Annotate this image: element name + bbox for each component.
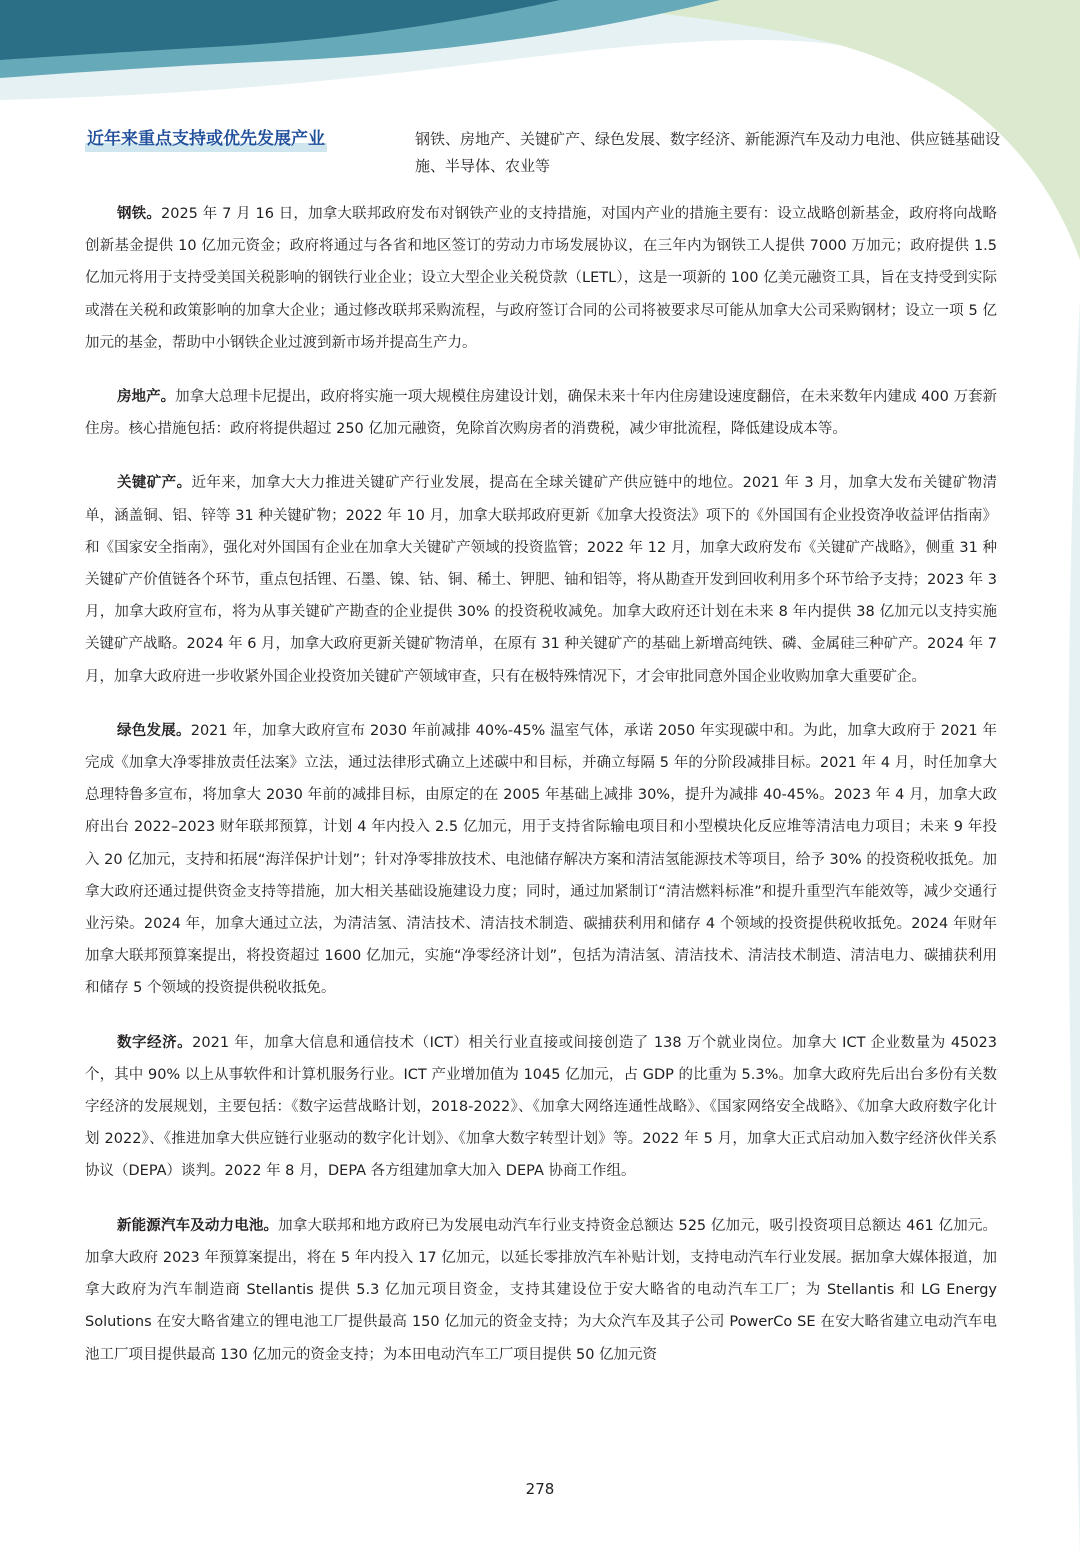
paragraph-text: 2021 年，加拿大政府宣布 2030 年前减排 40%-45% 温室气体，承诺 2050 年实现碳中和。为此，加拿大政府于 2021 年完成《加拿大净零排放责任法案》立法，通过法律形式确立上述碳中和目标，并确立每隔 5 年的分阶段减排目标。2021 年 4 月，时任加拿大总理特鲁多宣布，将加拿大 2030 年前的减排目标，由原定的在 2005 年基础上减排 30%，提升为减排 40-45%。2023 年 4 月，加拿大政府出台 2022–2023 财年联邦预算，计划 4 年内投入 2.5 亿加元，用于支持省际输电项目和小型模块化反应堆等清洁电力项目；未来 9 年投入 20 亿加元，支持和拓展“海洋保护计划”；针对净零排放技术、电池储存解决方案和清洁氢能源技术等项目，给予 30% 的投资税收抵免。加拿大政府还通过提供资金支持等措施，加大相关基础设施建设力度；同时，通过加紧制订“清洁燃料标准”和提升重型汽车能效等，减少交通行业污染。2024 年，加拿大通过立法，为清洁氢、清洁技术、清洁技术制造、碳捕获利用和储存 4 个领域的投资提供税收抵免。2024 年财年加拿大联邦预算案提出，将投资超过 1600 亿加元，实施“净零经济计划”，包括为清洁氢、清洁技术、清洁技术制造、清洁电力、碳捕获利用和储存 5 个领域的投资提供税收抵免。 xyxy=(85,722,998,997)
paragraph-text: 2025 年 7 月 16 日，加拿大联邦政府发布对钢铁产业的支持措施，对国内产业的措施主要有：设立战略创新基金，政府将向战略创新基金提供 10 亿加元资金；政府将通过与各省和地区签订的劳动力市场发展协议，在三年内为钢铁工人提供 7000 万加元；政府提供 1.5 亿加元将用于支持受美国关税影响的钢铁行业企业；设立大型企业关税贷款（LETL），这是一项新的 100 亿美元融资工具，旨在支持受到实际或潜在关税和政策影响的加拿大企业；通过修改联邦采购流程，与政府签订合同的公司将被要求尽可能从加拿大公司采购钢材；设立一项 5 亿加元的基金，帮助中小钢铁企业过渡到新市场并提高生产力。 xyxy=(85,206,998,351)
paragraph-lead: 绿色发展。 xyxy=(117,722,191,739)
paragraph-lead: 房地产。 xyxy=(117,389,176,406)
paragraph-text: 近年来，加拿大大力推进关键矿产行业发展，提高在全球关键矿产供应链中的地位。2021 年 3 月，加拿大发布关键矿物清单，涵盖铜、铝、锌等 31 种关键矿物；2022 年 10 月，加拿大联邦政府更新《加拿大投资法》项下的《外国国有企业投资净收益评估指南》和《国家安全指南》，强化对外国国有企业在加拿大关键矿产领域的投资监管；2022 年 12 月，加拿大政府发布《关键矿产战略》，侧重 31 种关键矿产价值链各个环节，重点包括锂、石墨、镍、钴、铜、稀土、钾肥、铀和铝等，将从勘查开发到回收利用多个环节给予支持；2023 年 3 月，加拿大政府宣布，将为从事关键矿产勘查的企业提供 30% 的投资税收减免。加拿大政府还计划在未来 8 年内提供 38 亿加元以支持实施关键矿产战略。2024 年 6 月，加拿大政府更新关键矿物清单，在原有 31 种关键矿产的基础上新增高纯铁、磷、金属硅三种矿产。2024 年 7 月，加拿大政府进一步收紧外国企业投资加关键矿产领域审查，只有在极特殊情况下，才会审批同意外国企业收购加拿大重要矿企。 xyxy=(85,475,998,685)
paragraph-ev-batteries xyxy=(85,1210,997,1371)
paragraph-text: 2021 年，加拿大信息和通信技术（ICT）相关行业直接或间接创造了 138 万个就业岗位。加拿大 ICT 企业数量为 45023 个，其中 90% 以上从事软件和计算机服务行业。ICT 产业增加值为 1045 亿加元，占 GDP 的比重为 5.3%。加拿大政府先后出台多份有关数字经济的发展规划，主要包括：《数字运营战略计划，2018-2022》、《加拿大网络连通性战略》、《国家网络安全战略》、《加拿大政府数字化计划 2022》、《推进加拿大供应链行业驱动的数字化计划》、《加拿大数字转型计划》等。2022 年 5 月，加拿大正式启动加入数字经济伙伴关系协议（DEPA）谈判。2022 年 8 月，DEPA 各方组建加拿大加入 DEPA 协商工作组。 xyxy=(85,1034,997,1180)
page-number: 278 xyxy=(525,1480,555,1498)
paragraph-lead: 数字经济。 xyxy=(117,1034,193,1051)
paragraph-digital-economy xyxy=(85,1027,997,1188)
paragraph-real-estate xyxy=(85,381,997,445)
paragraph-text: 加拿大总理卡尼提出，政府将实施一项大规模住房建设计划，确保未来十年内住房建设速度翻倍，在未来数年内建成 400 万套新住房。核心措施包括：政府将提供超过 250 亿加元融资，免除首次购房者的消费税，减少审批流程，降低建设成本等。 xyxy=(85,389,998,438)
paragraph-green-development xyxy=(85,715,997,1005)
industry-list: 钢铁、房地产、关键矿产、绿色发展、数字经济、新能源汽车及动力电池、供应链基础设施、半导体、农业等 xyxy=(415,130,1001,175)
paragraph-text: 加拿大联邦和地方政府已为发展电动汽车行业支持资金总额达 525 亿加元，吸引投资项目总额达 461 亿加元。加拿大政府 2023 年预算案提出，将在 5 年内投入 17 亿加元，以延长零排放汽车补贴计划，支持电动汽车行业发展。据加拿大媒体报道，加拿大政府为汽车制造商 Stellantis 提供 5.3 亿加元项目资金，支持其建设位于安大略省的电动汽车工厂；为 Stellantis 和 LG Energy Solutions 在安大略省建立的锂电池工厂提供最高 150 亿加元的资金支持；为大众汽车及其子公司 PowerCo SE 在安大略省建立电动汽车电池工厂项目提供最高 130 亿加元的资金支持；为本田电动汽车工厂项目提供 50 亿加元资 xyxy=(85,1217,997,1363)
body-text xyxy=(85,198,997,1393)
paragraph-lead: 关键矿产。 xyxy=(117,475,192,492)
paragraph-steel xyxy=(85,198,997,359)
paragraph-critical-minerals xyxy=(85,467,997,692)
paragraph-lead: 新能源汽车及动力电池。 xyxy=(117,1217,279,1234)
paragraph-lead: 钢铁。 xyxy=(117,206,161,222)
section-title: 近年来重点支持或优先发展产业 xyxy=(85,126,327,152)
